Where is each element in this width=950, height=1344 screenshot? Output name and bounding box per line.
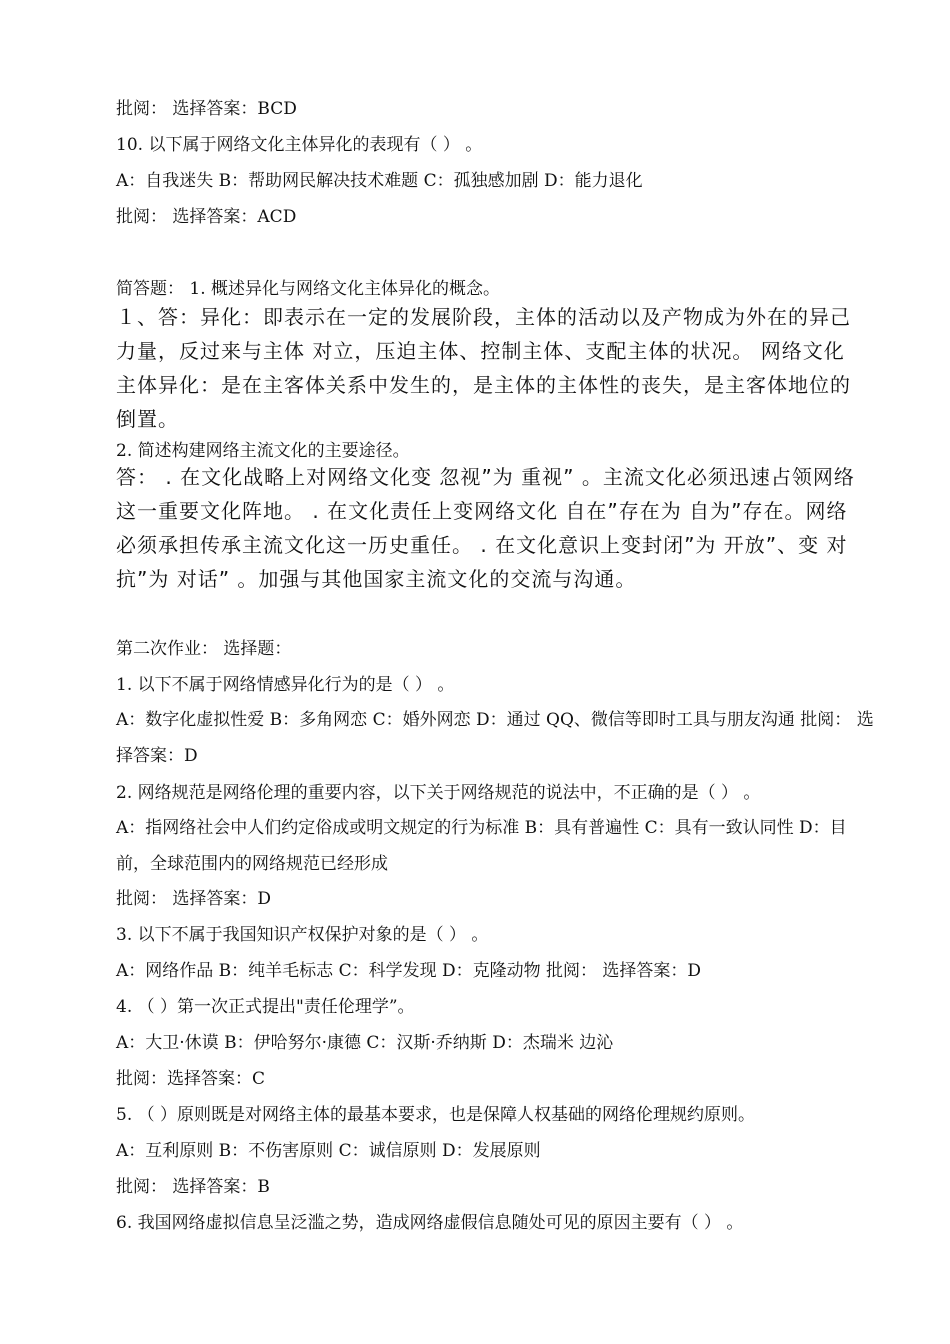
review-answer-9: 批阅： 选择答案：BCD bbox=[116, 99, 297, 119]
question-4: 4. （ ）第一次正式提出"责任伦理学”。 bbox=[116, 997, 415, 1017]
question-3-options: A：网络作品 B：纯羊毛标志 C：科学发现 D：克隆动物 批阅： 选择答案：D bbox=[116, 961, 702, 981]
review-answer-5: 批阅： 选择答案：B bbox=[116, 1177, 270, 1197]
short-answer-2-text: 答： . 在文化战略上对网络文化变 忽视”为 重视” 。主流文化必须迅速占领网络这一重要文化阵地。 . 在文化责任上变网络文化 自在”存在为 自为”存在。网络必须承担传承主流文化这一历史重任。 . 在文化意识上变封闭”为 开放”、变 对抗”为 对话” 。加强与其他国家主流文化的交流与沟通。 bbox=[116, 465, 855, 591]
question-10: 10. 以下属于网络文化主体异化的表现有（ ） 。 bbox=[116, 135, 483, 155]
question-1-options: A：数字化虚拟性爱 B：多角网恋 C：婚外网恋 D：通过 QQ、微信等即时工具与朋友沟通 批阅： 选择答案：D bbox=[116, 710, 874, 766]
question-3: 3. 以下不属于我国知识产权保护对象的是（ ） 。 bbox=[116, 925, 489, 945]
question-4-options: A：大卫·休谟 B：伊哈努尔·康德 C：汉斯·乔纳斯 D：杰瑞米 边沁 bbox=[116, 1033, 614, 1053]
review-answer-10: 批阅： 选择答案：ACD bbox=[116, 207, 297, 227]
short-answer-1-text: １、答：异化：即表示在一定的发展阶段，主体的活动以及产物成为外在的异己力量，反过来与主体 对立，压迫主体、控制主体、支配主体的状况。 网络文化主体异化：是在主客体关系中发生的，是主体的主体性的丧失，是主客体地位的倒置。 bbox=[116, 305, 851, 431]
question-2: 2. 网络规范是网络伦理的重要内容，以下关于网络规范的说法中，不正确的是（ ） 。 bbox=[116, 783, 761, 803]
review-answer-4: 批阅：选择答案：C bbox=[116, 1069, 266, 1089]
question-5: 5. （ ）原则既是对网络主体的最基本要求，也是保障人权基础的网络伦理规约原则。 bbox=[116, 1105, 756, 1125]
short-answer-question-1: 简答题： 1. 概述异化与网络文化主体异化的概念。 bbox=[116, 279, 501, 299]
question-6: 6. 我国网络虚拟信息呈泛滥之势，造成网络虚假信息随处可见的原因主要有（ ） 。 bbox=[116, 1213, 744, 1233]
second-homework-heading: 第二次作业： 选择题： bbox=[116, 639, 292, 659]
question-2-options: A：指网络社会中人们约定俗成或明文规定的行为标准 B：具有普遍性 C：具有一致认同性 D：目前，全球范围内的网络规范已经形成 bbox=[116, 818, 847, 874]
question-5-options: A：互利原则 B：不伤害原则 C：诚信原则 D：发展原则 bbox=[116, 1141, 541, 1161]
short-answer-question-2: 2. 简述构建网络主流文化的主要途径。 bbox=[116, 441, 410, 461]
question-10-options: A：自我迷失 B：帮助网民解决技术难题 C：孤独感加剧 D：能力退化 bbox=[116, 171, 643, 191]
review-answer-2: 批阅： 选择答案：D bbox=[116, 889, 272, 909]
question-1: 1. 以下不属于网络情感异化行为的是（ ） 。 bbox=[116, 675, 455, 695]
